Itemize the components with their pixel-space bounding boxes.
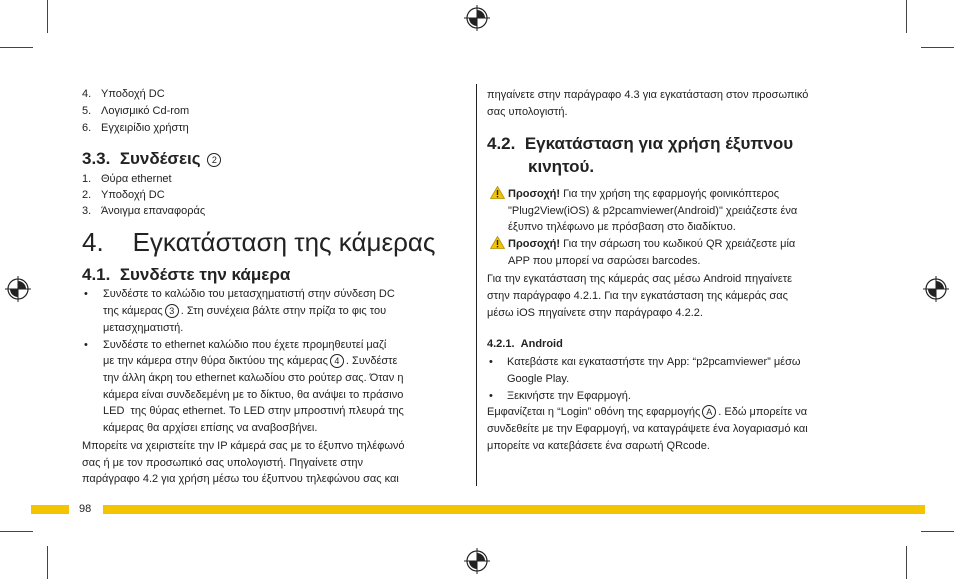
paragraph-line: παράγραφο 4.2 για χρήση μέσω του έξυπνου τηλεφώνου σας και bbox=[82, 473, 399, 485]
section-heading-4-2: 4.2. Εγκατάσταση για χρήση έξυπνου bbox=[487, 134, 794, 153]
paragraph-line: σας ή με τον προσωπικό σας υπολογιστή. Πηγαίνετε στην bbox=[82, 457, 364, 469]
registration-mark-icon bbox=[464, 5, 490, 31]
bullet-icon: • bbox=[489, 356, 493, 368]
bullet-text: Συνδέστε το καλώδιο του μετασχηματιστή στην σύνδεση DC bbox=[103, 288, 395, 300]
column-divider bbox=[476, 84, 477, 486]
crop-mark-br-v bbox=[906, 546, 907, 579]
bullet-text: μετασχηματιστή. bbox=[103, 322, 184, 334]
list-item: 5. Λογισμικό Cd-rom bbox=[82, 105, 190, 117]
section-heading-4-2-1: 4.2.1. Android bbox=[487, 338, 563, 350]
bullet-text: Συνδέστε το ethernet καλώδιο που έχετε προμηθευτεί μαζί bbox=[103, 339, 387, 351]
bullet-text: LED της θύρας ethernet. Το LED στην μπροστινή πλευρά της bbox=[103, 405, 404, 417]
registration-mark-icon bbox=[923, 276, 949, 302]
registration-mark-icon bbox=[5, 276, 31, 302]
paragraph-line: συνδεθείτε με την Εφαρμογή, να καταγράψετε ένα λογαριασμό και bbox=[487, 423, 808, 435]
callout-circle: 4 bbox=[330, 354, 344, 368]
footer-bar-right bbox=[103, 505, 925, 514]
bullet-text: με την κάμερα στην θύρα δικτύου της κάμερας 4 . Συνδέστε bbox=[103, 355, 398, 367]
bullet-text: κάμερα είναι συνδεδεμένη με το δίκτυο, θα ανάψει το πράσινο bbox=[103, 389, 404, 401]
paragraph-line: Για την εγκατάσταση της κάμεράς σας μέσω Android πηγαίνετε bbox=[487, 273, 793, 285]
list-item: 2. Υποδοχή DC bbox=[82, 189, 165, 201]
crop-mark-br-h bbox=[921, 531, 954, 532]
registration-mark-icon bbox=[464, 548, 490, 574]
bullet-text: Ξεκινήστε την Εφαρμογή. bbox=[507, 390, 631, 402]
list-item: 4. Υποδοχή DC bbox=[82, 88, 165, 100]
warning-text: "Plug2View(iOS) & p2pcamviewer(Android)" χρειάζεστε ένα bbox=[508, 205, 798, 217]
crop-mark-bl-h bbox=[0, 531, 33, 532]
section-heading-4-2-cont: κινητού. bbox=[528, 157, 595, 176]
warning-triangle-icon bbox=[490, 186, 505, 199]
section-heading-4-1: 4.1. Συνδέστε την κάμερα bbox=[82, 265, 291, 284]
crop-mark-tr-v bbox=[906, 0, 907, 33]
callout-circle: 2 bbox=[207, 153, 221, 167]
warning-text: Προσοχή! Για την χρήση της εφαρμογής φοινικόπτερος bbox=[508, 188, 780, 200]
warning-triangle-icon bbox=[490, 236, 505, 249]
crop-mark-tl-h bbox=[0, 47, 33, 48]
bullet-text: Google Play. bbox=[507, 373, 570, 385]
list-item: 3. Άνοιγμα επαναφοράς bbox=[82, 205, 206, 217]
paragraph-line: Εμφανίζεται η “Login” οθόνη της εφαρμογής A . Εδώ μπορείτε να bbox=[487, 406, 808, 418]
callout-circle: 3 bbox=[165, 304, 179, 318]
paragraph-line: Μπορείτε να χειριστείτε την IP κάμερά σας με το έξυπνο τηλέφωνό bbox=[82, 440, 405, 452]
crop-mark-bl-v bbox=[47, 546, 48, 579]
bullet-icon: • bbox=[84, 288, 88, 300]
bullet-icon: • bbox=[84, 339, 88, 351]
bullet-text: κάμερας θα αρχίσει επίσης να αναβοσβήνει. bbox=[103, 422, 318, 434]
page-number: 98 bbox=[79, 503, 92, 515]
paragraph-line: στην παράγραφο 4.2.1. Για την εγκατάσταση της κάμεράς σας bbox=[487, 290, 788, 302]
paragraph-line: σας υπολογιστή. bbox=[487, 106, 568, 118]
section-heading-3-3: 3.3. Συνδέσεις 2 bbox=[82, 149, 223, 169]
crop-mark-tr-h bbox=[921, 47, 954, 48]
crop-mark-tl-v bbox=[47, 0, 48, 33]
bullet-text: Κατεβάστε και εγκαταστήστε την App: “p2pcamviewer” μέσω bbox=[507, 356, 801, 368]
bullet-icon: • bbox=[489, 390, 493, 402]
list-item: 6. Εγχειρίδιο χρήστη bbox=[82, 122, 189, 134]
list-item: 1. Θύρα ethernet bbox=[82, 173, 172, 185]
warning-text: Προσοχή! Για την σάρωση του κωδικού QR χρειάζεστε μία bbox=[508, 238, 796, 250]
chapter-heading-4: 4. Εγκατάσταση της κάμερας bbox=[82, 227, 436, 257]
paragraph-line: μπορείτε να κατεβάσετε ένα σαρωτή QRcode. bbox=[487, 440, 710, 452]
paragraph-line: πηγαίνετε στην παράγραφο 4.3 για εγκατάσταση στον προσωπικό bbox=[487, 89, 809, 101]
warning-text: έξυπνο τηλέφωνο με πρόσβαση στο διαδίκτυο. bbox=[508, 221, 736, 233]
callout-circle: A bbox=[702, 405, 716, 419]
warning-text: APP που μπορεί να σαρώσει barcodes. bbox=[508, 255, 701, 267]
bullet-text: της κάμερας 3 . Στη συνέχεια βάλτε στην πρίζα το φις του bbox=[103, 305, 387, 317]
paragraph-line: μέσω iOS πηγαίνετε στην παράγραφο 4.2.2. bbox=[487, 307, 703, 319]
footer-bar-left bbox=[31, 505, 69, 514]
bullet-text: την άλλη άκρη του ethernet καλωδίου στο ρούτερ σας. Όταν η bbox=[103, 372, 404, 384]
